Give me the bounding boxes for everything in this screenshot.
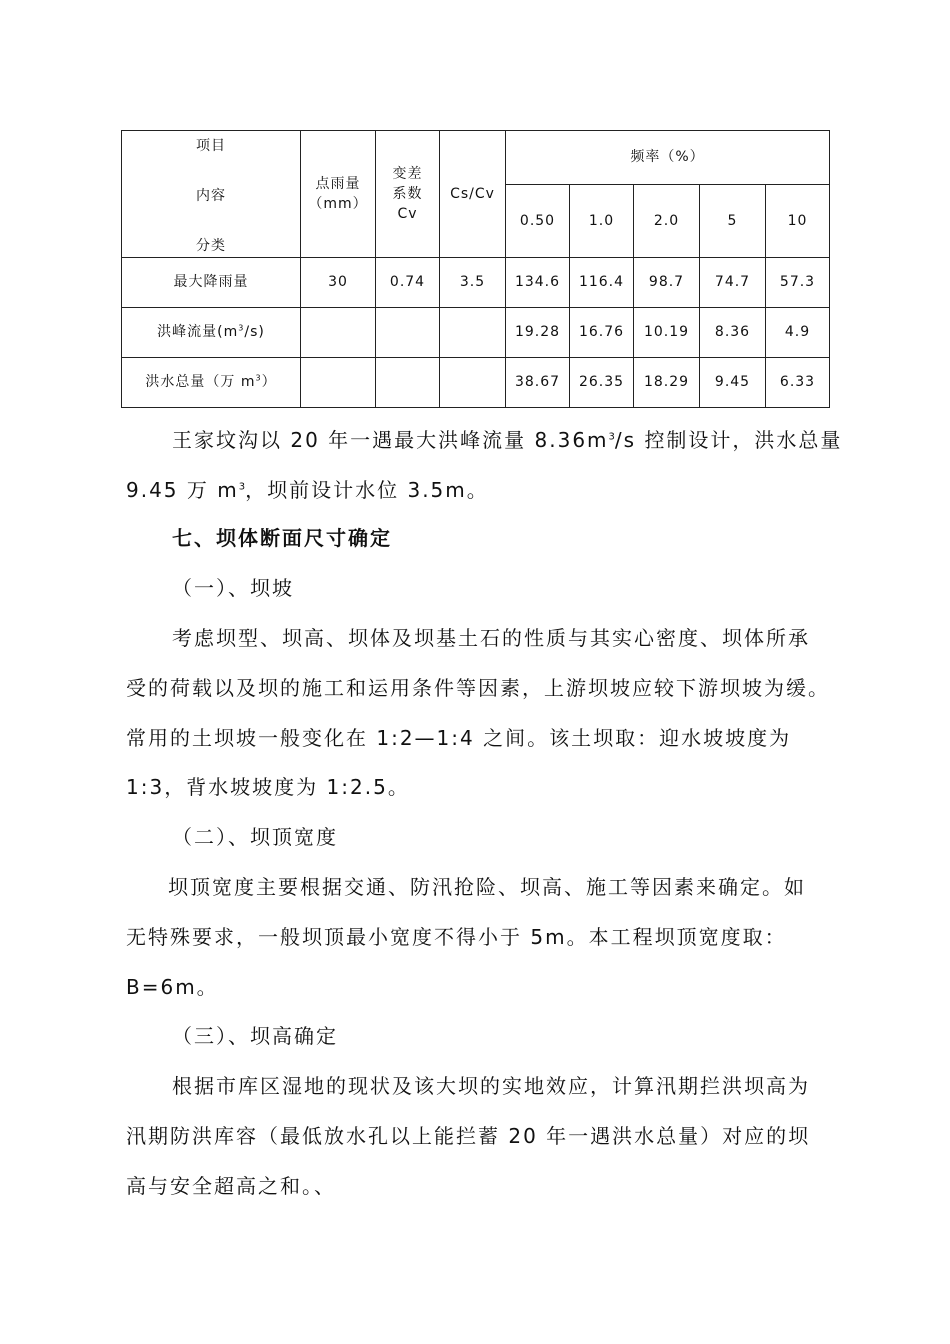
cell-value: 19.28: [506, 308, 570, 358]
cell-value: 10.19: [634, 308, 700, 358]
cell-value: 9.45: [700, 358, 766, 408]
paragraph-line: B=6m。: [126, 975, 219, 999]
cell-value: 98.7: [634, 258, 700, 308]
cell-value: 4.9: [766, 308, 830, 358]
cell-value: 38.67: [506, 358, 570, 408]
paragraph-line: 常用的土坝坡一般变化在 1:2—1:4 之间。该土坝取：迎水坡坡度为: [126, 726, 792, 750]
freq-col-header: 0.50: [506, 185, 570, 258]
paragraph-line: 1:3，背水坡坡度为 1:2.5。: [126, 775, 410, 799]
corner-label-category: 分类: [196, 237, 226, 254]
paragraph-line: 坝顶宽度主要根据交通、防汛抢险、坝高、施工等因素来确定。如: [168, 875, 806, 899]
cell-rain: [301, 358, 376, 408]
section-heading: 七、坝体断面尺寸确定: [172, 526, 392, 550]
cell-value: 57.3: [766, 258, 830, 308]
cell-value: 26.35: [570, 358, 634, 408]
header-rain: 点雨量（mm）: [301, 131, 376, 258]
freq-col-header: 10: [766, 185, 830, 258]
freq-col-header: 5: [700, 185, 766, 258]
cell-cv: 0.74: [376, 258, 440, 308]
freq-col-header: 2.0: [634, 185, 700, 258]
hydrology-table: [121, 130, 830, 408]
cell-rain: 30: [301, 258, 376, 308]
row-label: 洪水总量（万 $m^3$）: [122, 358, 301, 408]
cell-cscv: 3.5: [440, 258, 506, 308]
subsection-heading: （二）、坝顶宽度: [172, 825, 338, 849]
cell-value: 18.29: [634, 358, 700, 408]
corner-label-item: 项目: [196, 137, 226, 154]
corner-label-content: 内容: [196, 187, 226, 204]
header-cscv: Cs/Cv: [440, 131, 506, 258]
subsection-heading: （三）、坝高确定: [172, 1024, 338, 1048]
cell-cscv: [440, 308, 506, 358]
corner-header-cell: [122, 131, 301, 258]
table-row: [122, 308, 830, 358]
paragraph-line: 高与安全超高之和。、: [126, 1174, 336, 1198]
paragraph-line: 汛期防洪库容（最低放水孔以上能拦蓄 20 年一遇洪水总量）对应的坝: [126, 1124, 811, 1148]
header-cv: 变差 系数 Cv: [376, 131, 440, 258]
paragraph-line: 受的荷载以及坝的施工和运用条件等因素，上游坝坡应较下游坝坡为缓。: [126, 676, 830, 700]
paragraph-line: 根据市库区湿地的现状及该大坝的实地效应，计算汛期拦洪坝高为: [172, 1074, 810, 1098]
cell-value: 8.36: [700, 308, 766, 358]
subsection-heading: （一）、坝坡: [172, 576, 294, 600]
cell-value: 134.6: [506, 258, 570, 308]
paragraph-design-flow: 王家坟沟以 20 年一遇最大洪峰流量 $8.36m^3/s$ 控制设计，洪水总量: [172, 428, 843, 452]
cell-cv: [376, 308, 440, 358]
paragraph-line: 无特殊要求，一般坝顶最小宽度不得小于 5m。本工程坝顶宽度取：: [126, 925, 787, 949]
row-label: 最大降雨量: [122, 258, 301, 308]
cell-value: 6.33: [766, 358, 830, 408]
cell-cscv: [440, 358, 506, 408]
row-label: 洪峰流量$(m^3/s)$: [122, 308, 301, 358]
paragraph-line: 考虑坝型、坝高、坝体及坝基土石的性质与其实心密度、坝体所承: [172, 626, 810, 650]
cell-value: 16.76: [570, 308, 634, 358]
header-frequency: 频率（%）: [506, 131, 830, 185]
cell-value: 74.7: [700, 258, 766, 308]
freq-col-header: 1.0: [570, 185, 634, 258]
cell-cv: [376, 358, 440, 408]
cell-rain: [301, 308, 376, 358]
table-row: [122, 358, 830, 408]
paragraph-design-flow-cont: 9.45 万 $m^3$，坝前设计水位 3.5m。: [126, 478, 489, 502]
cell-value: 116.4: [570, 258, 634, 308]
table-row: [122, 258, 830, 308]
